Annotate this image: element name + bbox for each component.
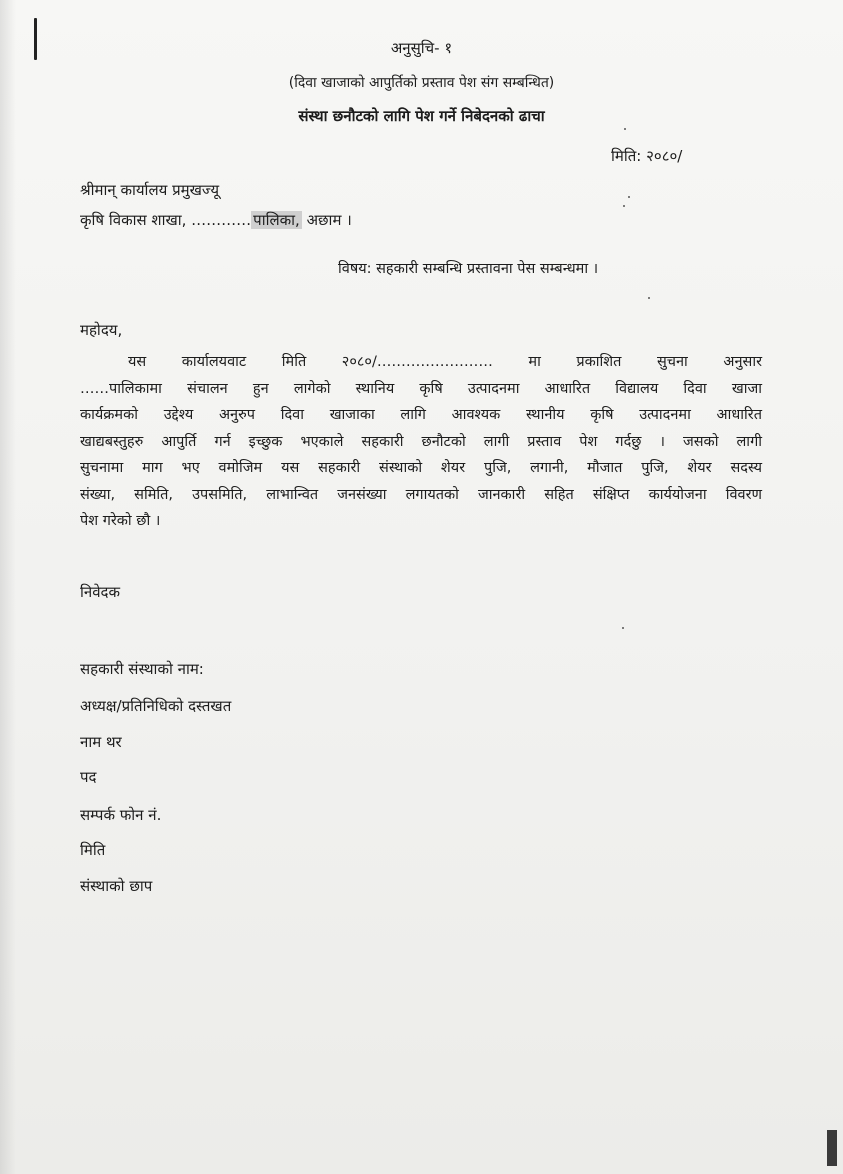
field-signature: अध्यक्ष/प्रतिनिधिको दस्तखत xyxy=(80,697,232,715)
scan-speck xyxy=(628,196,630,198)
field-cooperative-name: सहकारी संस्थाको नाम: xyxy=(80,660,204,678)
field-position: पद xyxy=(80,768,97,786)
annex-subtitle: (दिवा खाजाको आपुर्तिको प्रस्ताव पेश संग सम्बन्धित) xyxy=(288,75,555,91)
recipient-office-prefix: कृषि विकास शाखा, ………… xyxy=(80,211,252,229)
date-line: मिति: २०८०/ xyxy=(611,147,683,165)
salutation: महोदय, xyxy=(80,321,123,339)
applicant-label: निवेदक xyxy=(80,583,121,601)
field-contact-phone: सम्पर्क फोन नं. xyxy=(80,806,162,824)
field-full-name: नाम थर xyxy=(80,733,122,751)
body-line: संख्या, समिति, उपसमिति, लाभान्वित जनसंख्या लगायतको जानकारी सहित संक्षिप्त कार्ययोजना विवरण xyxy=(80,486,762,503)
recipient-district: अछाम । xyxy=(301,211,352,229)
scan-speck xyxy=(623,205,625,207)
field-date: मिति xyxy=(80,841,106,859)
scan-speck xyxy=(622,627,624,629)
scan-speck xyxy=(624,128,626,130)
annex-heading: अनुसुचि- १ xyxy=(390,39,453,57)
scan-edge-shadow xyxy=(0,0,16,1174)
recipient-line-1: श्रीमान् कार्यालय प्रमुखज्यू xyxy=(80,181,220,199)
body-line: यस कार्यालयवाट मिति २०८०/…………………… मा प्रकाशित सुचना अनुसार xyxy=(128,354,762,370)
body-paragraph xyxy=(80,349,762,535)
body-line: पेश गरेको छौ । xyxy=(80,513,161,529)
body-line: कार्यक्रमको उद्देश्य अनुरुप दिवा खाजाका लागि आवश्यक स्थानीय कृषि उत्पादनमा आधारित xyxy=(80,407,762,423)
body-line: खाद्यबस्तुहरु आपुर्ति गर्न इच्छुक भएकाले सहकारी छनौटको लागी प्रस्ताव पेश गर्दछु । जसको लागी xyxy=(80,433,762,450)
field-seal: संस्थाको छाप xyxy=(80,877,153,895)
body-line: ……पालिकामा संचालन हुन लागेको स्थानिय कृषि उत्पादनमा आधारित विद्यालय दिवा खाजा xyxy=(80,380,762,397)
recipient-municipality-highlight: पालिका, xyxy=(253,211,300,229)
scan-corner-mark xyxy=(827,1130,837,1166)
form-title: संस्था छनौटको लागि पेश गर्ने निबेदनको ढाचा xyxy=(298,107,545,125)
subject-line: विषय: सहकारी सम्बन्धि प्रस्तावना पेस सम्बन्धमा । xyxy=(338,261,599,277)
body-line: सुचनामा माग भए वमोजिम यस सहकारी संस्थाको शेयर पुजि, लगानी, मौजात पुजि, शेयर सदस्य xyxy=(80,460,762,476)
scan-speck xyxy=(648,297,650,299)
recipient-line-2 xyxy=(80,210,352,230)
